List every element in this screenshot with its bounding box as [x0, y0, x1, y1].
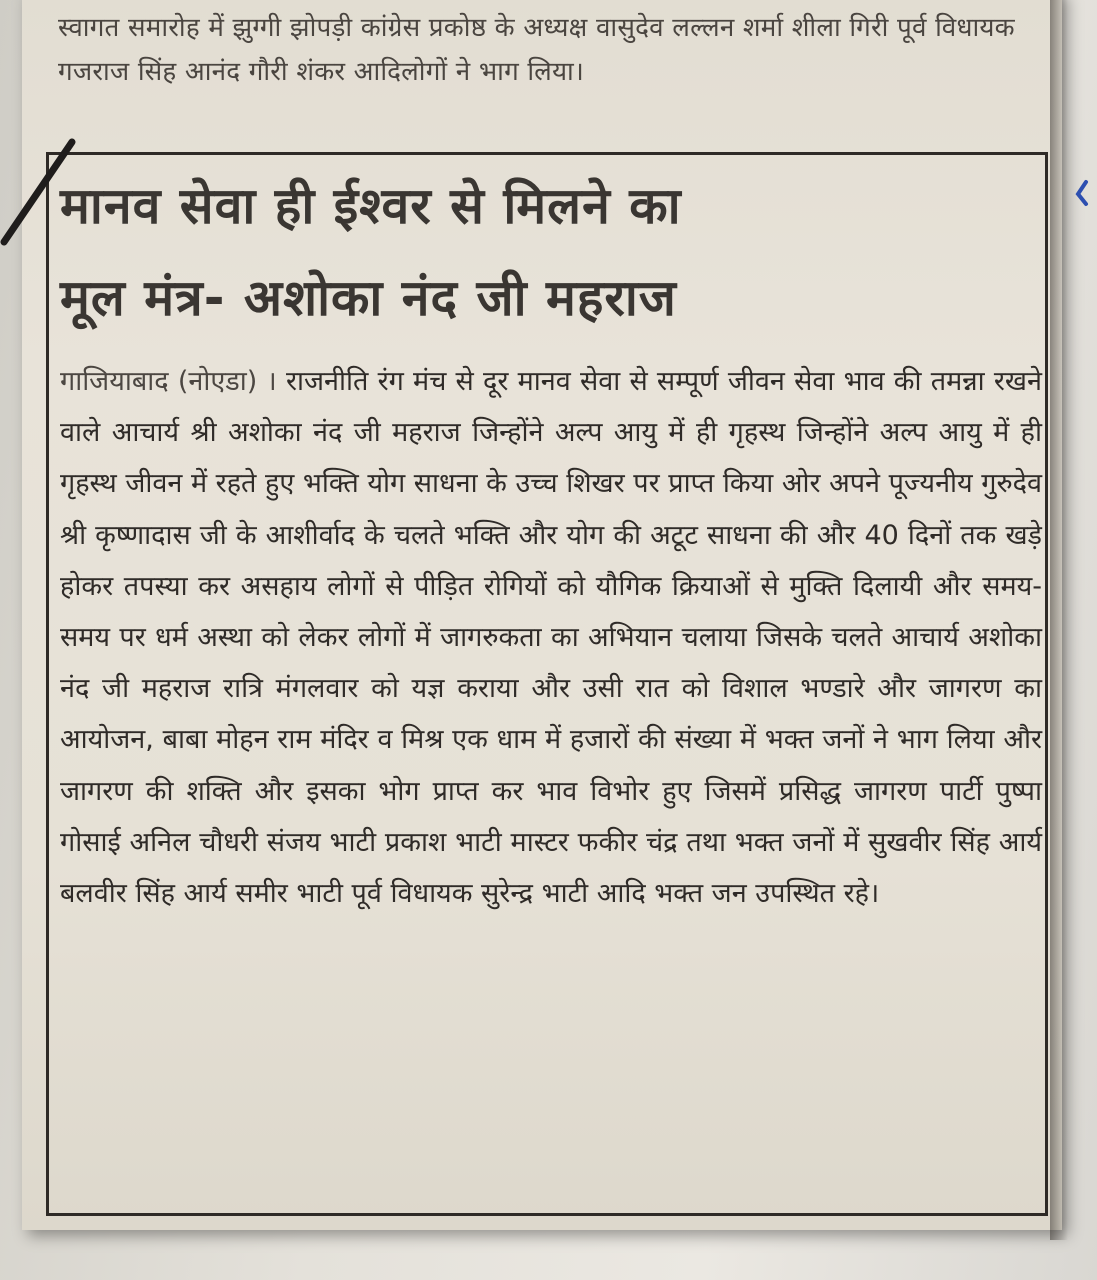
clipping-shadow [1050, 0, 1068, 1240]
article-body [60, 356, 1042, 919]
article-body-text: राजनीति रंग मंच से दूर मानव सेवा से सम्पूर्ण जीवन सेवा भाव की तमन्ना रखने वाले आचार्य श्री अशोका नंद जी महराज जिन्होंने अल्प आयु में ही गृहस्थ जिन्होंने अल्प आयु में ही गृहस्थ जीवन में रहते हुए भक्ति योग साधना के उच्च शिखर पर प्राप्त किया ओर अपने पूज्यनीय गुरुदेव श्री कृष्णादास जी के आशीर्वाद के चलते भक्ति और योग की अटूट साधना की और 40 दिनों तक खड़े होकर तपस्या कर असहाय लोगों से पीड़ित रोगियों को यौगिक क्रियाओं से मुक्ति दिलायी और समय- समय पर धर्म अस्था को लेकर लोगों में जागरुकता का अभियान चलाया जिसके चलते आचार्य अशोका नंद जी महराज रात्रि मंगलवार को यज्ञ कराया और उसी रात को विशाल भण्डारे और जागरण का आयोजन, बाबा मोहन राम मंदिर व मिश्र एक धाम में हजारों की संख्या में भक्त जनों ने भाग लिया और जागरण की शक्ति और इसका भोग प्राप्त कर भाव विभोर हुए जिसमें प्रसिद्ध जागरण पार्टी पुष्पा गोसाई अनिल चौधरी संजय भाटी प्रकाश भाटी मास्टर फकीर चंद्र तथा भक्त जनों में सुखवीर सिंह आर्य बलवीर सिंह आर्य समीर भाटी पूर्व विधायक सुरेन्द्र भाटी आदि भक्त जन उपस्थित रहे। [60, 366, 1043, 910]
blue-ink-mark [1072, 178, 1092, 208]
article-dateline: गाजियाबाद (नोएडा) । [60, 366, 286, 397]
previous-article-tail: स्वागत समारोह में झुग्गी झोपड़ी कांग्रेस प्रकोष्ठ के अध्यक्ष वासुदेव लल्लन शर्मा शीला गिरी पूर्व विधायक गजराज सिंह आनंद गौरी शंकर आदिलोगों ने भाग लिया। [58, 13, 1015, 87]
article-headline [60, 160, 1040, 344]
headline-line-2: मूल मंत्र- अशोका नंद जी महराज [60, 269, 677, 327]
headline-line-1: मानव सेवा ही ईश्वर से मिलने का [60, 177, 682, 235]
pen-stroke-mark [0, 130, 90, 250]
